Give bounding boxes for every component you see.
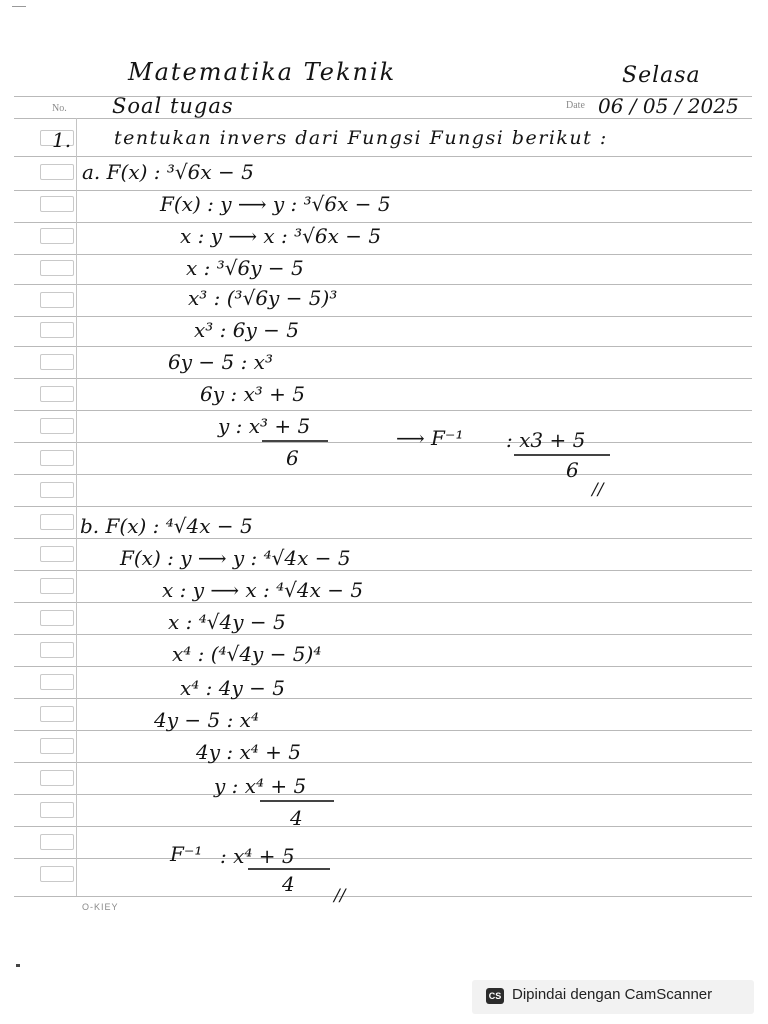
margin-checkbox — [40, 386, 74, 402]
margin-checkbox — [40, 834, 74, 850]
part-a-line: x : y ⟶ x : ³√6x − 5 — [180, 224, 382, 248]
margin-checkbox — [40, 802, 74, 818]
margin-checkbox — [40, 546, 74, 562]
rule-line — [14, 346, 752, 347]
margin-checkbox — [40, 418, 74, 434]
rule-line — [14, 666, 752, 667]
margin-checkbox — [40, 770, 74, 786]
margin-checkbox — [40, 164, 74, 180]
rule-line — [14, 254, 752, 255]
rule-line — [14, 506, 752, 507]
margin-checkbox — [40, 610, 74, 626]
part-b-line: x⁴ : (⁴√4y − 5)⁴ — [172, 642, 322, 666]
scan-speck — [12, 6, 26, 7]
margin-checkbox — [40, 354, 74, 370]
part-b-line: 4y − 5 : x⁴ — [154, 708, 259, 732]
part-b-result-numerator: : x⁴ + 5 — [220, 844, 295, 868]
part-a-line: x³ : (³√6y − 5)³ — [188, 286, 338, 310]
camscanner-logo: CS — [486, 988, 504, 1004]
rule-line — [14, 570, 752, 571]
margin-checkbox — [40, 578, 74, 594]
rule-line — [14, 794, 752, 795]
part-b-line: x : ⁴√4y − 5 — [168, 610, 286, 634]
rule-line — [14, 826, 752, 827]
subtitle: Soal tugas — [112, 94, 234, 118]
date-label: Date — [566, 100, 585, 111]
part-b-line: 4y : x⁴ + 5 — [196, 740, 301, 764]
rule-line — [14, 858, 752, 859]
scan-speck — [16, 964, 20, 967]
part-b-line: 4 — [290, 806, 303, 830]
margin-checkbox — [40, 450, 74, 466]
margin-checkbox — [40, 738, 74, 754]
rule-line — [14, 284, 752, 285]
part-a-line: 6y − 5 : x³ — [168, 350, 273, 374]
fraction-bar — [514, 454, 610, 456]
margin-checkbox — [40, 866, 74, 882]
part-a-line: a. F(x) : ³√6x − 5 — [82, 160, 254, 184]
end-mark: // — [592, 480, 604, 500]
fraction-bar — [248, 868, 330, 870]
rule-line — [14, 118, 752, 119]
part-a-line: x : ³√6y − 5 — [186, 256, 304, 280]
part-b-line: x : y ⟶ x : ⁴√4x − 5 — [162, 578, 364, 602]
margin-checkbox — [40, 674, 74, 690]
rule-line — [14, 156, 752, 157]
fraction-bar — [260, 800, 334, 802]
margin-checkbox — [40, 514, 74, 530]
part-b-line: b. F(x) : ⁴√4x − 5 — [80, 514, 253, 538]
rule-line — [14, 410, 752, 411]
part-b-result-label: F⁻¹ — [170, 842, 203, 866]
rule-line — [14, 538, 752, 539]
part-a-line: y : x³ + 5 — [218, 414, 311, 438]
rule-line — [14, 190, 752, 191]
question-number: 1. — [52, 128, 72, 152]
margin-checkbox — [40, 260, 74, 276]
part-a-result-label: ⟶ F⁻¹ — [396, 426, 464, 450]
margin-checkbox — [40, 292, 74, 308]
part-b-line: y : x⁴ + 5 — [214, 774, 307, 798]
margin-checkbox — [40, 322, 74, 338]
part-a-line: F(x) : y ⟶ y : ³√6x − 5 — [160, 192, 391, 216]
rule-line — [14, 602, 752, 603]
part-a-line: 6 — [286, 446, 299, 470]
camscanner-text: Dipindai dengan CamScanner — [512, 986, 713, 1003]
part-a-line: x³ : 6y − 5 — [194, 318, 299, 342]
notebook-brand: O-KIEY — [82, 902, 119, 912]
no-label: No. — [52, 103, 67, 114]
rule-line — [14, 378, 752, 379]
end-mark: // — [334, 886, 346, 906]
question-text: tentukan invers dari Fungsi Fungsi berikut : — [114, 127, 608, 149]
date-value: 06 / 05 / 2025 — [598, 94, 739, 118]
fraction-bar — [262, 440, 328, 442]
rule-line — [14, 222, 752, 223]
part-b-line: x⁴ : 4y − 5 — [180, 676, 285, 700]
margin-checkbox — [40, 482, 74, 498]
part-a-line: 6y : x³ + 5 — [200, 382, 305, 406]
rule-line — [14, 442, 752, 443]
part-a-result-numerator: : x3 + 5 — [506, 428, 586, 452]
part-b-result-denominator: 4 — [282, 872, 295, 896]
margin-checkbox — [40, 196, 74, 212]
rule-line — [14, 634, 752, 635]
rule-line — [14, 896, 752, 897]
page-title: Matematika Teknik — [128, 58, 397, 86]
part-b-line: F(x) : y ⟶ y : ⁴√4x − 5 — [120, 546, 351, 570]
rule-line — [14, 762, 752, 763]
rule-line — [14, 698, 752, 699]
margin-checkbox — [40, 642, 74, 658]
margin-checkbox — [40, 228, 74, 244]
margin-line — [76, 118, 77, 896]
rule-line — [14, 730, 752, 731]
rule-line — [14, 474, 752, 475]
rule-line — [14, 316, 752, 317]
margin-checkbox — [40, 706, 74, 722]
part-a-result-denominator: 6 — [566, 458, 579, 482]
day-label: Selasa — [622, 63, 701, 88]
